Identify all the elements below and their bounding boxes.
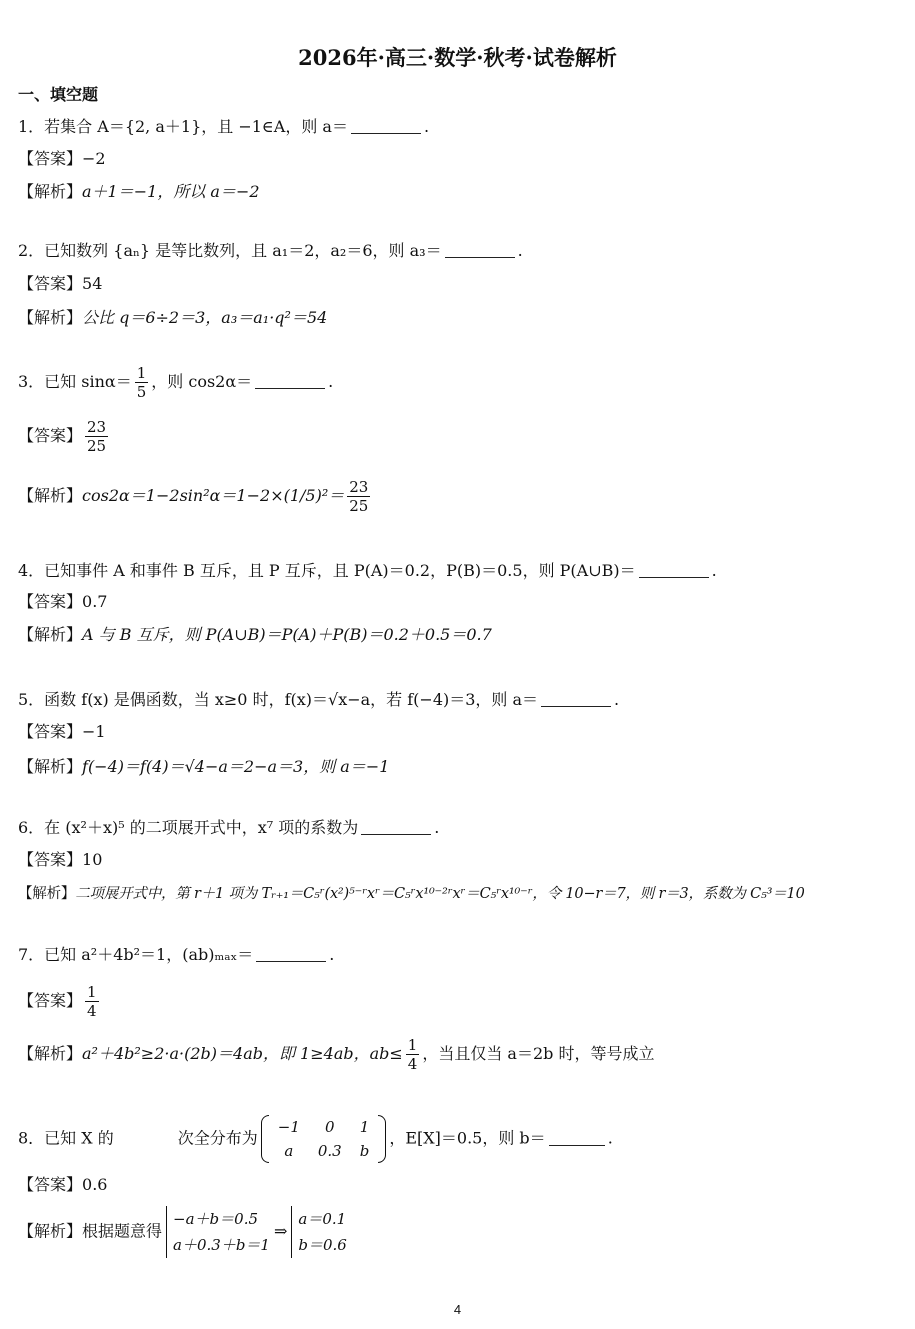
equation-system-right: a＝0.1 b＝0.6 <box>291 1206 346 1258</box>
analysis-4 <box>18 624 492 646</box>
analysis-3-fraction: $\frac{23}{25}$ <box>349 478 369 515</box>
analysis-3-text: cos2α＝1−2sin²α＝1−2×(1/5)²＝ <box>82 486 345 505</box>
answer-3 <box>18 418 111 455</box>
answer-8 <box>18 1174 107 1196</box>
analysis-label: 【解析】 <box>18 1221 83 1241</box>
page-number: 4 <box>453 1302 462 1317</box>
analysis-6-text: 二项展开式中，第 r＋1 项为 Tᵣ₊₁＝C₅ʳ(x²)⁵⁻ʳxʳ＝C₅ʳx¹⁰⁻²ʳxʳ＝C₅ʳx¹⁰⁻ʳ，令 10−r＝7，则 r＝3，系数为 C₅³＝10 <box>75 886 805 902</box>
analysis-label: 【解析】 <box>18 757 83 776</box>
answer-blank <box>541 690 611 707</box>
answer-label: 【答案】 <box>18 722 83 741</box>
question-5: 5．函数 f(x) 是偶函数，当 x≥0 时，f(x)＝√x−a，若 f(−4)＝3，则 a＝ . <box>18 690 620 709</box>
answer-blank <box>639 561 709 578</box>
answer-8-value: 0.6 <box>82 1175 108 1194</box>
question-8-pre: 8．已知 X 的 次全分布为 <box>18 1128 258 1148</box>
fraction: $\frac{1}{5}$ <box>136 364 147 401</box>
answer-blank <box>549 1129 605 1146</box>
answer-blank <box>256 945 326 962</box>
analysis-4-text: A 与 B 互斥，则 P(A∪B)＝P(A)＋P(B)＝0.2＋0.5＝0.7 <box>82 625 492 644</box>
analysis-5 <box>18 756 389 778</box>
answer-blank <box>361 818 431 835</box>
answer-2 <box>18 273 102 295</box>
answer-blank <box>255 372 325 389</box>
question-8: 8．已知 X 的 次全分布为 −1 0 1 a 0.3 b ，E[X]＝0.5，则 b＝ . <box>18 1115 613 1163</box>
question-1: 1．若集合 A＝{2, a＋1}，且 −1∈A，则 a＝ . <box>18 117 430 136</box>
question-3-pre: 3．已知 sinα＝ <box>18 372 132 391</box>
answer-6-value: 10 <box>82 850 103 869</box>
analysis-8-text: 根据题意得 <box>82 1221 163 1241</box>
analysis-label: 【解析】 <box>18 625 83 644</box>
answer-label: 【答案】 <box>18 592 83 611</box>
analysis-label: 【解析】 <box>18 886 76 902</box>
question-2: 2．已知数列 {aₙ} 是等比数列，且 a₁＝2，a₂＝6，则 a₃＝ . <box>18 241 523 260</box>
analysis-2 <box>18 307 327 329</box>
answer-7 <box>18 983 102 1020</box>
question-6-text: 6．在 (x²＋x)⁵ 的二项展开式中，x⁷ 项的系数为 <box>18 818 359 837</box>
question-5-text: 5．函数 f(x) 是偶函数，当 x≥0 时，f(x)＝√x−a，若 f(−4)＝3，则 a＝ <box>18 690 539 709</box>
answer-label: 【答案】 <box>18 149 83 168</box>
answer-4-value: 0.7 <box>82 592 108 611</box>
answer-blank <box>351 117 421 134</box>
analysis-5-text: f(−4)＝f(4)＝√4−a＝2−a＝3，则 a＝−1 <box>82 757 390 776</box>
answer-6 <box>18 849 102 871</box>
analysis-1-text: a＋1＝−1，所以 a＝−2 <box>82 182 260 201</box>
answer-label: 【答案】 <box>18 426 83 445</box>
analysis-7-text-a: a²＋4b²≥2·a·(2b)＝4ab，即 1≥4ab，ab≤ <box>82 1044 403 1063</box>
answer-2-value: 54 <box>82 274 103 293</box>
answer-5-value: −1 <box>82 722 106 741</box>
section-heading: 一、填空题 <box>18 85 99 104</box>
answer-7-fraction: $\frac{1}{4}$ <box>87 983 97 1020</box>
analysis-6 <box>18 883 805 905</box>
question-3-post: ，则 cos2α＝ <box>151 372 253 391</box>
page-title: 2026年·高三·数学·秋考·试卷解析 <box>298 45 617 70</box>
answer-label: 【答案】 <box>18 1175 83 1194</box>
question-4: 4．已知事件 A 和事件 B 互斥，且 P 互斥，且 P(A)＝0.2，P(B)＝0.5，则 P(A∪B)＝ . <box>18 561 717 580</box>
question-3: 3．已知 sinα＝ $\frac{1}{5}$ ，则 cos2α＝ . <box>18 364 334 401</box>
equation-system-left: −a＋b＝0.5 a＋0.3＋b＝1 <box>166 1206 270 1258</box>
analysis-label: 【解析】 <box>18 182 83 201</box>
analysis-7 <box>18 1036 654 1073</box>
question-2-text: 2．已知数列 {aₙ} 是等比数列，且 a₁＝2，a₂＝6，则 a₃＝ <box>18 241 442 260</box>
question-1-text: 1．若集合 A＝{2, a＋1}，且 −1∈A，则 a＝ <box>18 117 348 136</box>
analysis-7-text-b: ，当且仅当 a＝2b 时，等号成立 <box>422 1044 655 1063</box>
answer-1 <box>18 148 106 170</box>
answer-label: 【答案】 <box>18 274 83 293</box>
answer-blank <box>445 241 515 258</box>
analysis-7-fraction: $\frac{1}{4}$ <box>407 1036 418 1073</box>
answer-4 <box>18 591 107 613</box>
analysis-label: 【解析】 <box>18 308 83 327</box>
answer-label: 【答案】 <box>18 991 83 1010</box>
question-7-text: 7．已知 a²＋4b²＝1，(ab)ₘₐₓ＝ <box>18 945 254 964</box>
answer-5 <box>18 721 106 743</box>
question-7: 7．已知 a²＋4b²＝1，(ab)ₘₐₓ＝ . <box>18 945 335 964</box>
analysis-8 <box>18 1206 351 1258</box>
question-4-text: 4．已知事件 A 和事件 B 互斥，且 P 互斥，且 P(A)＝0.2，P(B)＝0.5，则 P(A∪B)＝ <box>18 561 636 580</box>
analysis-3 <box>18 478 373 515</box>
answer-1-value: −2 <box>82 149 106 168</box>
distribution-matrix: −1 0 1 a 0.3 b <box>261 1115 387 1163</box>
implies-arrow: ⇒ <box>273 1221 288 1241</box>
analysis-label: 【解析】 <box>18 486 83 505</box>
answer-label: 【答案】 <box>18 850 83 869</box>
analysis-label: 【解析】 <box>18 1044 83 1063</box>
question-6: 6．在 (x²＋x)⁵ 的二项展开式中，x⁷ 项的系数为 . <box>18 818 440 837</box>
analysis-1 <box>18 181 260 203</box>
answer-3-fraction: $\frac{23}{25}$ <box>87 418 107 455</box>
analysis-2-text: 公比 q＝6÷2＝3，a₃＝a₁·q²＝54 <box>82 308 328 327</box>
question-8-post: ，E[X]＝0.5，则 b＝ <box>389 1128 546 1148</box>
